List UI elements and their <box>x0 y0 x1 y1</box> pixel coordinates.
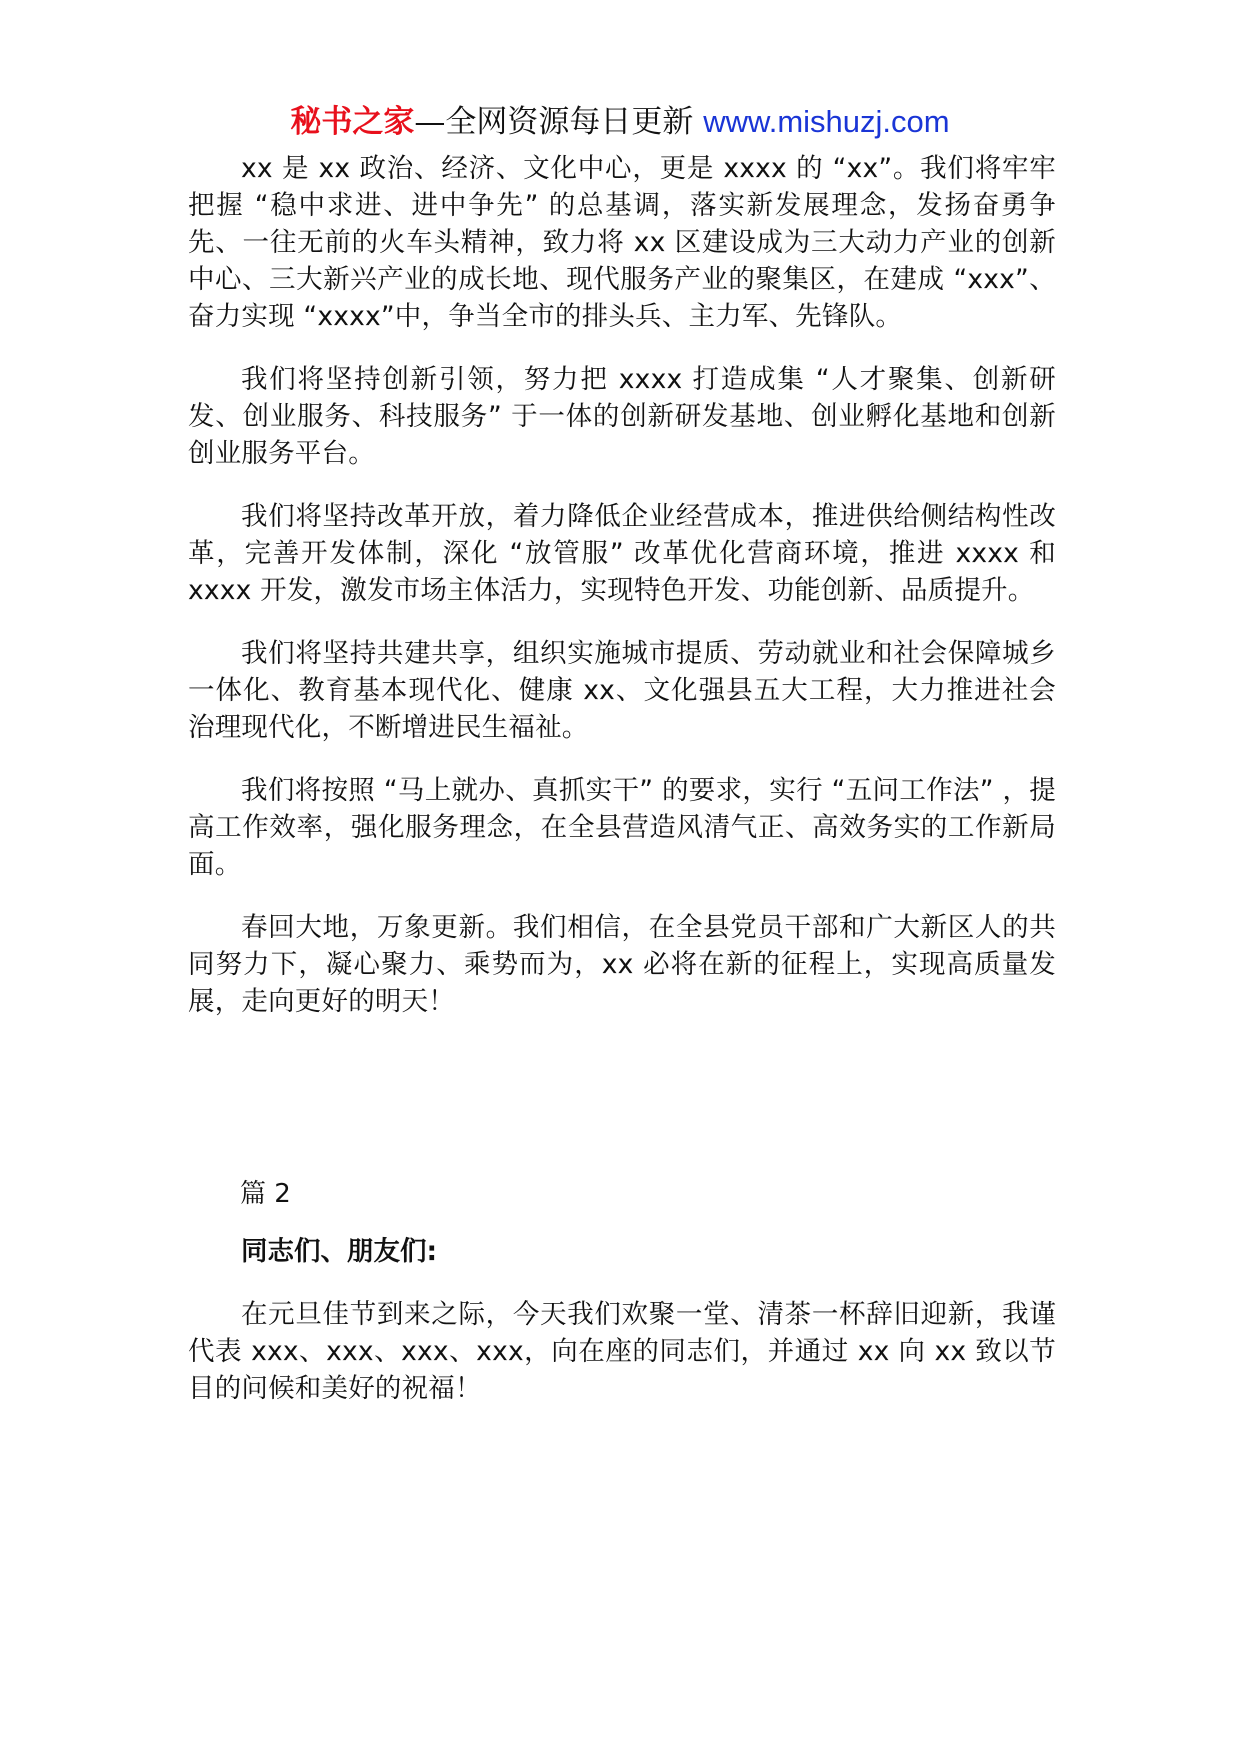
paragraph-5: 我们将按照 “马上就办、真抓实干” 的要求，实行 “五问工作法” ，提高工作效率，强化服务理念，在全县营造风清气正、高效务实的工作新局面。 <box>188 775 1056 880</box>
paragraph-6: 春回大地，万象更新。我们相信，在全县党员干部和广大新区人的共同努力下，凝心聚力、乘势而为，xx 必将在新的征程上，实现高质量发展，走向更好的明天！ <box>188 912 1056 1017</box>
header-slogan: —全网资源每日更新 <box>414 104 704 140</box>
page-header <box>0 100 1240 144</box>
paragraph-2: 我们将坚持创新引领，努力把 xxxx 打造成集 “人才聚集、创新研发、创业服务、科技服务” 于一体的创新研发基地、创业孵化基地和创新创业服务平台。 <box>188 364 1056 469</box>
document-body <box>188 150 1056 1433</box>
section2-paragraph: 在元旦佳节到来之际，今天我们欢聚一堂、清茶一杯辞旧迎新，我谨代表 xxx、xxx、xxx、xxx，向在座的同志们，并通过 xx 向 xx 致以节目的问候和美好的祝福！ <box>188 1299 1056 1404</box>
header-url-link[interactable]: www.mishuzj.com <box>703 104 950 139</box>
header-brand: 秘书之家 <box>290 104 415 140</box>
salutation: 同志们、朋友们: <box>241 1236 438 1267</box>
section-label: 篇 2 <box>240 1179 291 1209</box>
paragraph-1: xx 是 xx 政治、经济、文化中心，更是 xxxx 的 “xx”。我们将牢牢把握 “稳中求进、进中争先” 的总基调，落实新发展理念，发扬奋勇争先、一往无前的火车头精神，致力将 xx 区建设成为三大动力产业的创新中心、三大新兴产业的成长地、现代服务产业的聚集区，在建成 “xxx”、奋力实现 “xxxx”中，争当全市的排头兵、主力军、先锋队。 <box>188 153 1056 332</box>
paragraph-3: 我们将坚持改革开放，着力降低企业经营成本，推进供给侧结构性改革，完善开发体制，深化 “放管服” 改革优化营商环境，推进 xxxx 和 xxxx 开发，激发市场主体活力，实现特色开发、功能创新、品质提升。 <box>188 501 1056 606</box>
paragraph-4: 我们将坚持共建共享，组织实施城市提质、劳动就业和社会保障城乡一体化、教育基本现代化、健康 xx、文化强县五大工程，大力推进社会治理现代化，不断增进民生福祉。 <box>188 638 1056 743</box>
